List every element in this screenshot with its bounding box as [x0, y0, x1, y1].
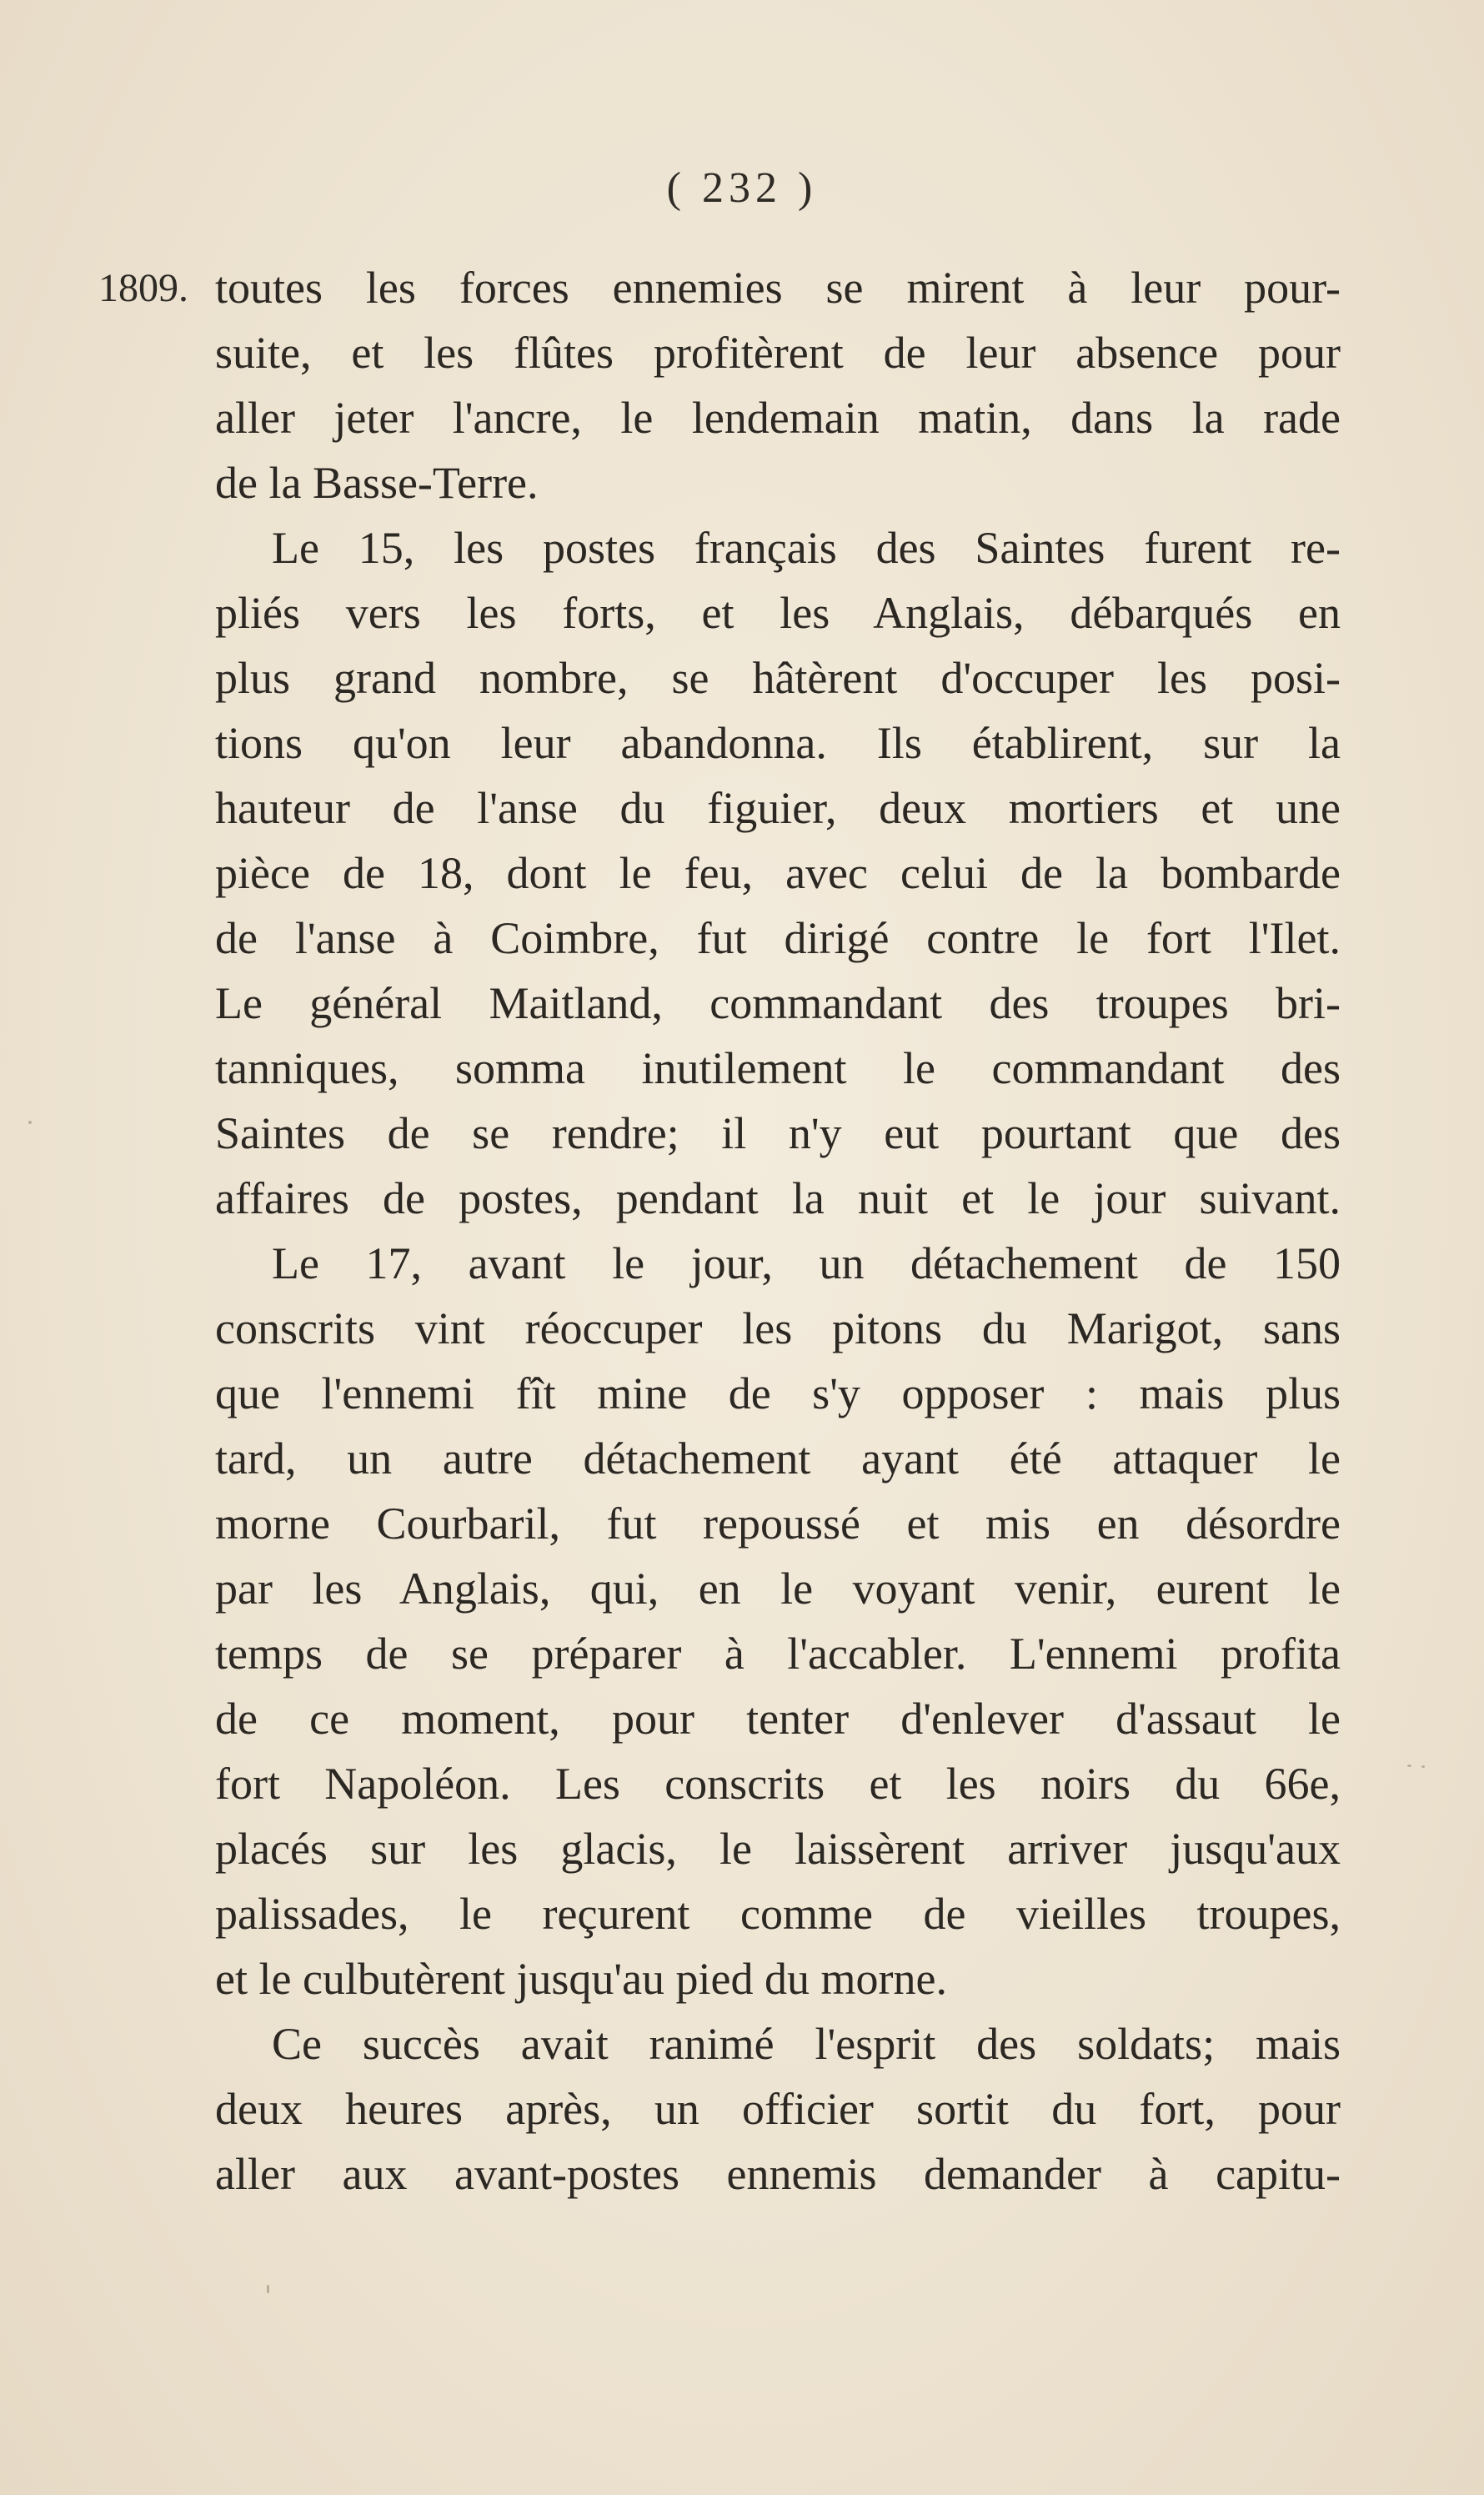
text-line: palissades, le reçurent comme de vieilles troupes,: [215, 1889, 1341, 1939]
text-line: tard, un autre détachement ayant été attaquer le: [215, 1433, 1341, 1483]
text-line: que l'ennemi fît mine de s'y opposer : mais plus: [215, 1368, 1341, 1418]
paper-speck: [28, 1121, 32, 1124]
text-line: Le 17, avant le jour, un détachement de 150: [272, 1238, 1341, 1288]
margin-year: 1809.: [98, 266, 188, 310]
text-line: par les Anglais, qui, en le voyant venir, eurent le: [215, 1564, 1341, 1614]
text-line: affaires de postes, pendant la nuit et le jour suivant.: [215, 1173, 1341, 1223]
body-text: [215, 255, 1341, 2206]
text-line: tions qu'on leur abandonna. Ils établirent, sur la: [215, 718, 1341, 768]
text-line: et le culbutèrent jusqu'au pied du morne.: [215, 1954, 947, 2004]
text-line: hauteur de l'anse du figuier, deux mortiers et une: [215, 783, 1341, 833]
text-line: toutes les forces ennemies se mirent à leur pour-: [215, 263, 1341, 313]
text-line: de l'anse à Coimbre, fut dirigé contre le fort l'Ilet.: [215, 913, 1341, 963]
text-line: morne Courbaril, fut repoussé et mis en désordre: [215, 1499, 1341, 1549]
text-line: pièce de 18, dont le feu, avec celui de la bombarde: [215, 848, 1341, 898]
text-line: Le 15, les postes français des Saintes furent re-: [272, 523, 1341, 573]
text-line: de la Basse-Terre.: [215, 458, 539, 508]
text-line: placés sur les glacis, le laissèrent arriver jusqu'aux: [215, 1824, 1341, 1874]
paper-speck: [1407, 1765, 1411, 1767]
text-line: plus grand nombre, se hâtèrent d'occuper les posi-: [215, 653, 1341, 703]
text-line: deux heures après, un officier sortit du fort, pour: [215, 2084, 1341, 2134]
text-line: pliés vers les forts, et les Anglais, débarqués en: [215, 588, 1341, 638]
paper-speck: [267, 2285, 269, 2293]
text-line: suite, et les flûtes profitèrent de leur absence pour: [215, 328, 1341, 378]
text-line: aller aux avant-postes ennemis demander à capitu-: [215, 2149, 1341, 2199]
text-line: fort Napoléon. Les conscrits et les noirs du 66e,: [215, 1759, 1341, 1809]
text-line: Le général Maitland, commandant des troupes bri-: [215, 978, 1341, 1028]
page-number: ( 232 ): [666, 164, 818, 212]
text-line: de ce moment, pour tenter d'enlever d'assaut le: [215, 1694, 1341, 1744]
text-line: aller jeter l'ancre, le lendemain matin, dans la rade: [215, 393, 1341, 443]
text-line: temps de se préparer à l'accabler. L'ennemi profita: [215, 1629, 1341, 1679]
text-line: conscrits vint réoccuper les pitons du Marigot, sans: [215, 1303, 1341, 1353]
paper-speck: [1421, 1765, 1425, 1768]
text-line: Ce succès avait ranimé l'esprit des soldats; mais: [272, 2019, 1341, 2069]
text-line: Saintes de se rendre; il n'y eut pourtant que des: [215, 1108, 1341, 1158]
text-line: tanniques, somma inutilement le commandant des: [215, 1043, 1341, 1093]
